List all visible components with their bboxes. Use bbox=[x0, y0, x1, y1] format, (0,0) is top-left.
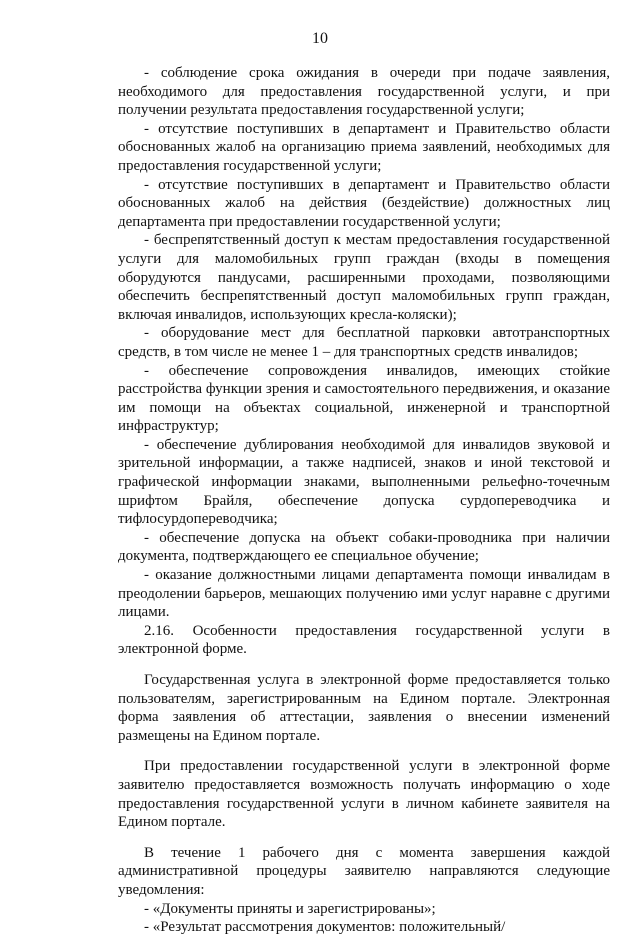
paragraph-staff-assistance: - оказание должностными лицами департамента помощи инвалидам в преодолении барьеров, мешающих получению ими услуг наравне с другими лицами. bbox=[118, 567, 610, 621]
page-number: 10 bbox=[312, 30, 328, 47]
paragraph-information-duplication: - обеспечение дублирования необходимой для инвалидов звуковой и зрительной информации, а также надписей, знаков и иной текстовой и графической информации знаками, выполненными рельефно-точечным шрифтом Брайля, обеспечение допуска сурдопереводчика и тифлосурдопереводчика; bbox=[118, 436, 610, 528]
list-item-review-result: - «Результат рассмотрения документов: положительный/ bbox=[144, 919, 506, 936]
paragraph-escort-assistance: - обеспечение сопровождения инвалидов, имеющих стойкие расстройства функции зрения и самостоятельного передвижения, и оказание им помощи на объектах социальной, инженерной и транспортной инфраструктур; bbox=[118, 362, 610, 435]
paragraph-no-complaints-reception: - отсутствие поступивших в департамент и Правительство области обоснованных жалоб на организацию приема заявлений, необходимых для предоставления государственной услуги; bbox=[118, 120, 610, 174]
list-item-documents-accepted: - «Документы приняты и зарегистрированы»; bbox=[144, 900, 436, 917]
paragraph-electronic-form: Государственная услуга в электронной форме предоставляется только пользователям, зарегистрированным на Едином портале. Электронная форма заявления об аттестации, заявления о внесении изменений размещены на Едином портале. bbox=[118, 672, 610, 744]
paragraph-notifications-intro: В течение 1 рабочего дня с момента завершения каждой административной процедуры заявителю направляются следующие уведомления: bbox=[118, 844, 610, 898]
paragraph-queue-wait: - соблюдение срока ожидания в очереди при подаче заявления, необходимого для предоставления государственной услуги, и при получении результата предоставления государственной услуги; bbox=[118, 65, 610, 119]
paragraph-guide-dog-access: - обеспечение допуска на объект собаки-проводника при наличии документа, подтверждающего ее специальное обучение; bbox=[118, 529, 610, 565]
paragraph-no-complaints-actions: - отсутствие поступивших в департамент и Правительство области обоснованных жалоб на действия (бездействие) должностных лиц департамента при предоставлении государственной услуги; bbox=[118, 176, 610, 230]
paragraph-free-parking: - оборудование мест для бесплатной парковки автотранспортных средств, в том числе не менее 1 – для транспортных средств инвалидов; bbox=[118, 325, 610, 360]
paragraph-unobstructed-access: - беспрепятственный доступ к местам предоставления государственной услуги для маломобильных групп граждан (входы в помещения оборудуются пандусами, расширенными проходами, позволяющими обеспечить беспрепятственный доступ маломобильных групп граждан, включая инвалидов, использующих кресла-коляски); bbox=[118, 232, 610, 323]
paragraph-progress-info: При предоставлении государственной услуги в электронной форме заявителю предоставляется возможность получать информацию о ходе предоставления государственной услуги в личном кабинете заявителя на Едином портале. bbox=[118, 758, 610, 831]
section-heading-2-16: 2.16. Особенности предоставления государственной услуги в электронной форме. bbox=[118, 622, 610, 658]
document-body bbox=[118, 64, 610, 937]
